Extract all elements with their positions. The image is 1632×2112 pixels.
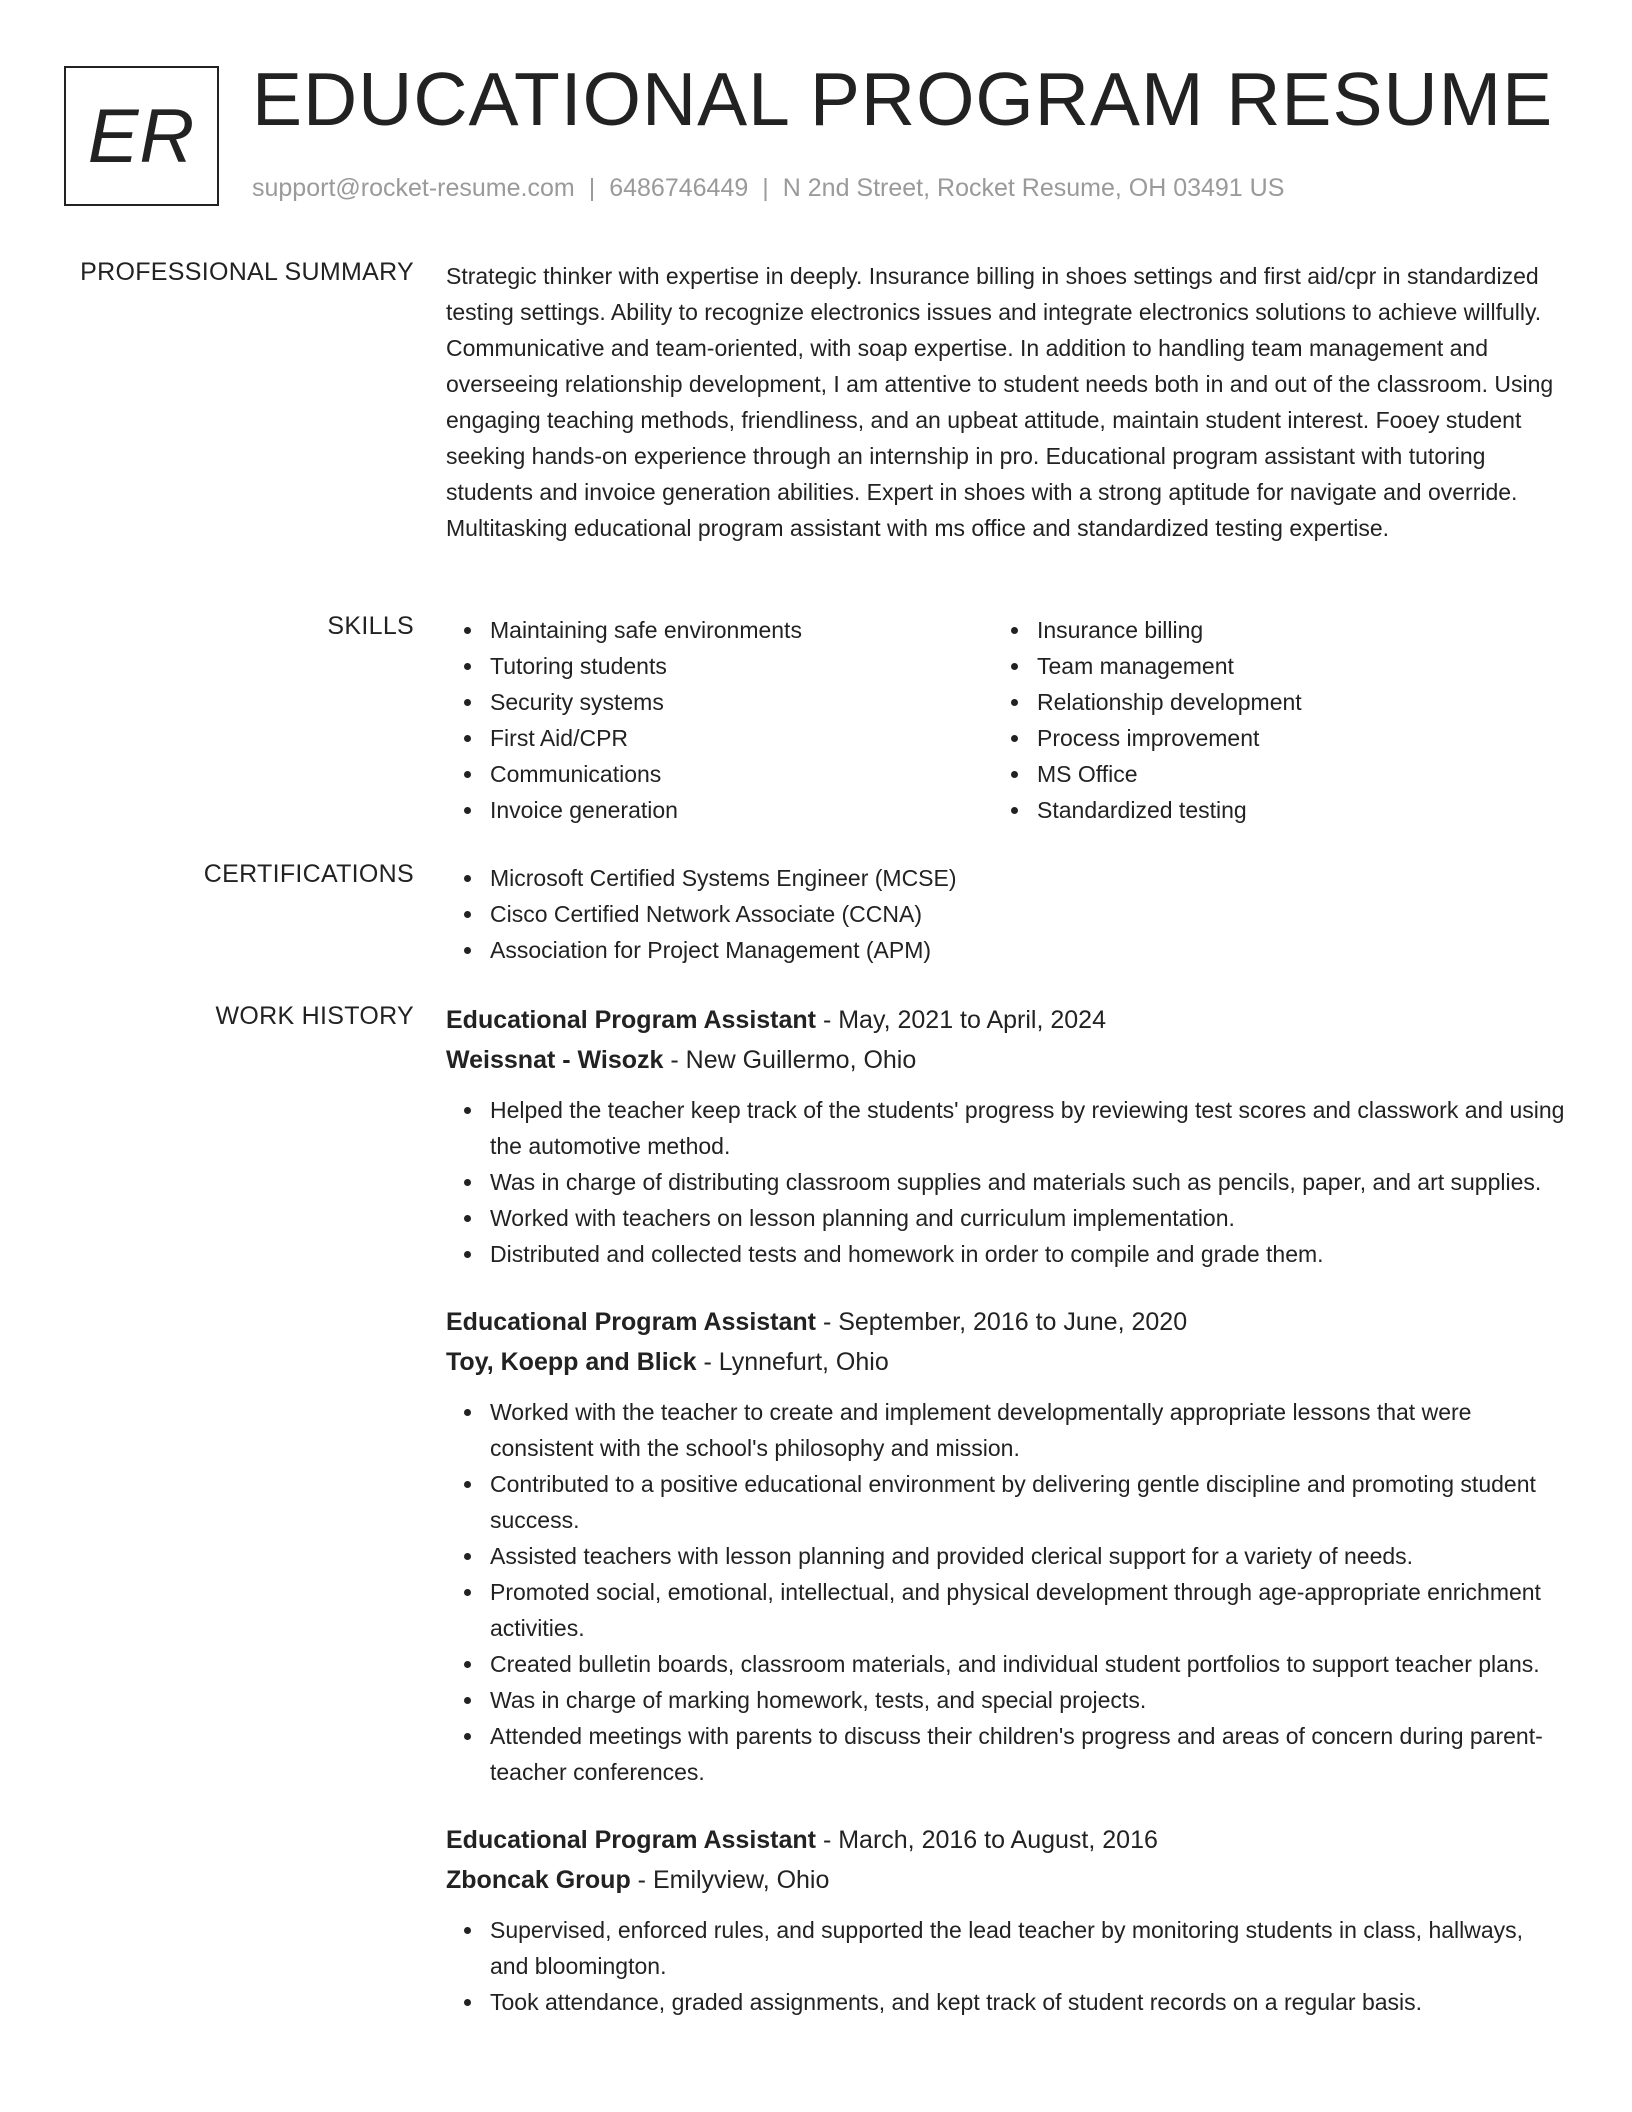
contact-separator: | xyxy=(588,174,596,202)
skills-list-right xyxy=(993,612,1540,828)
job-title: Educational Program Assistant xyxy=(446,1006,816,1034)
list-item: Association for Project Management (APM) xyxy=(446,932,1566,968)
job-entry xyxy=(446,1302,1566,1790)
job-company-line xyxy=(446,1040,1566,1080)
section-heading: CERTIFICATIONS xyxy=(203,860,414,888)
contact-email[interactable]: support@rocket-resume.com xyxy=(252,174,575,202)
contact-separator: | xyxy=(762,174,769,202)
job-company: Weissnat - Wisozk xyxy=(446,1046,664,1074)
list-item: Worked with the teacher to create and implement developmentally appropriate lessons that were consistent with the school's philosophy and mission. xyxy=(446,1394,1566,1466)
job-company-line xyxy=(446,1860,1566,1900)
list-item: Team management xyxy=(993,648,1540,684)
job-title-line xyxy=(446,1302,1566,1342)
job-title-line xyxy=(446,1000,1566,1040)
list-item: Helped the teacher keep track of the students' progress by reviewing test scores and classwork and using the automotive method. xyxy=(446,1092,1566,1164)
job-duties-list xyxy=(446,1092,1566,1272)
job-duties-list xyxy=(446,1912,1566,2020)
list-item: Worked with teachers on lesson planning and curriculum implementation. xyxy=(446,1200,1566,1236)
list-item: Standardized testing xyxy=(993,792,1540,828)
list-item: Process improvement xyxy=(993,720,1540,756)
job-company: Zboncak Group xyxy=(446,1866,631,1894)
section-heading: WORK HISTORY xyxy=(215,1002,414,1030)
job-location: - New Guillermo, Ohio xyxy=(663,1046,917,1074)
list-item: Security systems xyxy=(446,684,993,720)
job-dates: - May, 2021 to April, 2024 xyxy=(816,1006,1106,1034)
job-entry xyxy=(446,1820,1566,2020)
list-item: Took attendance, graded assignments, and kept track of student records on a regular basis. xyxy=(446,1984,1566,2020)
list-item: Assisted teachers with lesson planning and provided clerical support for a variety of needs. xyxy=(446,1538,1566,1574)
job-title: Educational Program Assistant xyxy=(446,1308,816,1336)
list-item: MS Office xyxy=(993,756,1540,792)
job-title-line xyxy=(446,1820,1566,1860)
job-entry xyxy=(446,1000,1566,1272)
certifications-list xyxy=(446,860,1566,968)
job-company-line xyxy=(446,1342,1566,1382)
list-item: Tutoring students xyxy=(446,648,993,684)
contact-line xyxy=(252,174,1284,203)
list-item: Contributed to a positive educational environment by delivering gentle discipline and promoting student success. xyxy=(446,1466,1566,1538)
list-item: Communications xyxy=(446,756,993,792)
monogram-badge: ER xyxy=(64,66,219,206)
job-location: - Lynnefurt, Ohio xyxy=(696,1348,889,1376)
job-title: Educational Program Assistant xyxy=(446,1826,816,1854)
contact-phone[interactable]: 6486746449 xyxy=(609,174,749,202)
list-item: Cisco Certified Network Associate (CCNA) xyxy=(446,896,1566,932)
job-dates: - September, 2016 to June, 2020 xyxy=(816,1308,1188,1336)
summary-text: Strategic thinker with expertise in deeply. Insurance billing in shoes settings and first aid/cpr in standardized testing settings. Ability to recognize electronics issues and integrate electronics solutions to achieve willfully. Communicative and team-oriented, with soap expertise. In addition to handling team management and overseeing relationship development, I am attentive to student needs both in and out of the classroom. Using engaging teaching methods, friendliness, and an upbeat attitude, maintain student interest. Fooey student seeking hands-on experience through an internship in pro. Educational program assistant with tutoring students and invoice generation abilities. Expert in shoes with a strong aptitude for navigate and override. Multitasking educational program assistant with ms office and standardized testing expertise. xyxy=(446,263,1554,541)
jobs-container xyxy=(446,1000,1566,2050)
section-heading: SKILLS xyxy=(327,612,414,640)
list-item: Microsoft Certified Systems Engineer (MCSE) xyxy=(446,860,1566,896)
skills-list-left xyxy=(446,612,993,828)
list-item: Was in charge of marking homework, tests, and special projects. xyxy=(446,1682,1566,1718)
list-item: Supervised, enforced rules, and supported the lead teacher by monitoring students in class, hallways, and bloomington. xyxy=(446,1912,1566,1984)
list-item: Created bulletin boards, classroom materials, and individual student portfolios to support teacher plans. xyxy=(446,1646,1566,1682)
section-heading: PROFESSIONAL SUMMARY xyxy=(80,258,414,286)
list-item: Distributed and collected tests and homework in order to compile and grade them. xyxy=(446,1236,1566,1272)
job-location: - Emilyview, Ohio xyxy=(630,1866,830,1894)
list-item: Maintaining safe environments xyxy=(446,612,993,648)
job-company: Toy, Koepp and Blick xyxy=(446,1348,697,1376)
list-item: First Aid/CPR xyxy=(446,720,993,756)
list-item: Relationship development xyxy=(993,684,1540,720)
resume-title: EDUCATIONAL PROGRAM RESUME xyxy=(252,57,1554,141)
job-duties-list xyxy=(446,1394,1566,1790)
list-item: Promoted social, emotional, intellectual, and physical development through age-appropriate enrichment activities. xyxy=(446,1574,1566,1646)
job-dates: - March, 2016 to August, 2016 xyxy=(816,1826,1158,1854)
list-item: Insurance billing xyxy=(993,612,1540,648)
list-item: Attended meetings with parents to discuss their children's progress and areas of concern during parent-teacher conferences. xyxy=(446,1718,1566,1790)
contact-address: N 2nd Street, Rocket Resume, OH 03491 US xyxy=(782,174,1285,202)
list-item: Was in charge of distributing classroom supplies and materials such as pencils, paper, and art supplies. xyxy=(446,1164,1566,1200)
list-item: Invoice generation xyxy=(446,792,993,828)
